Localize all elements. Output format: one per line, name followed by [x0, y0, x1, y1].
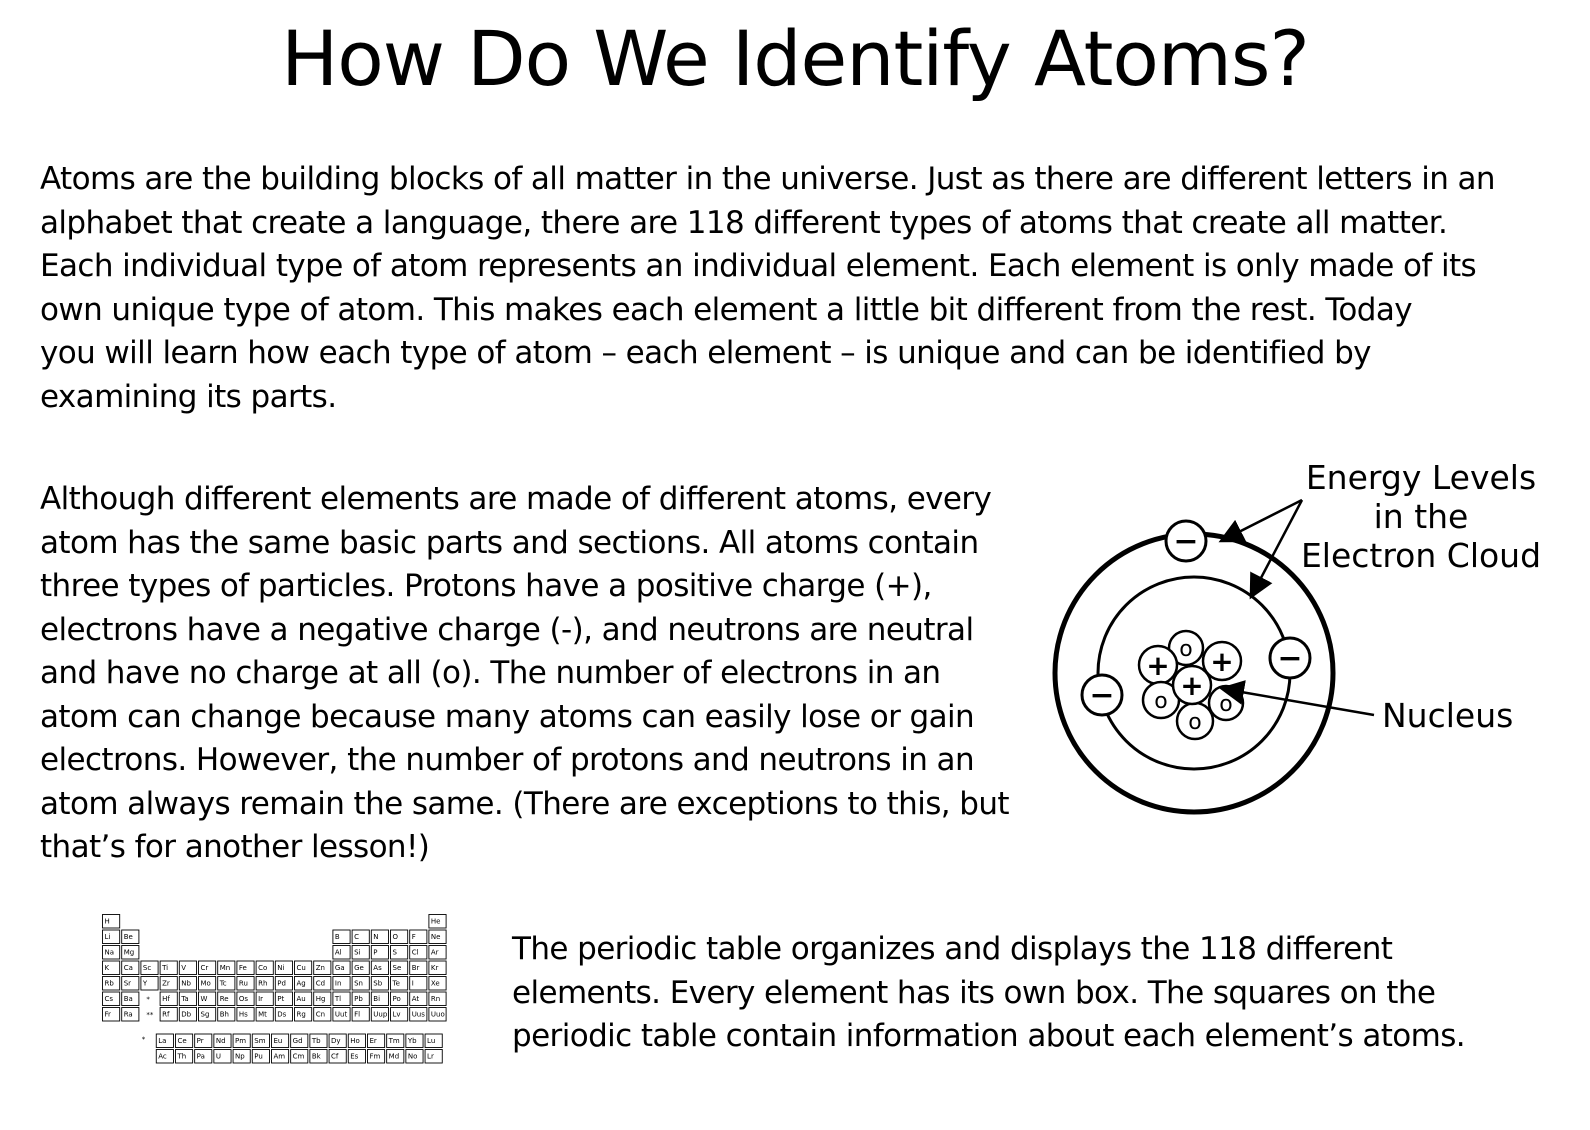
- element-cell: [122, 1008, 139, 1022]
- arrow-to-nucleus: [1224, 689, 1374, 715]
- element-symbol: Po: [392, 995, 401, 1003]
- element-symbol: Cu: [296, 964, 306, 972]
- element-symbol: Br: [411, 964, 420, 972]
- actinide-cell: [291, 1050, 308, 1064]
- element-symbol: At: [411, 995, 420, 1003]
- element-symbol: Fr: [104, 1010, 111, 1019]
- element-symbol: Hg: [315, 995, 326, 1003]
- svg-text:+: +: [1146, 649, 1170, 682]
- element-symbol: Ac: [158, 1052, 167, 1061]
- element-cell: [371, 946, 388, 960]
- element-symbol: Sb: [373, 979, 383, 988]
- element-symbol: Uut: [334, 1010, 348, 1019]
- element-cell: [410, 1008, 427, 1022]
- lanthanide-cell: [252, 1034, 269, 1048]
- element-symbol: Rg: [296, 1010, 306, 1019]
- element-cell: [391, 946, 408, 960]
- element-symbol: V: [181, 964, 187, 972]
- element-cell: [391, 1008, 408, 1022]
- lanthanide-cell: [425, 1034, 442, 1048]
- element-cell: [256, 1008, 273, 1022]
- lanthanide-cell: [195, 1034, 212, 1048]
- element-symbol: Rh: [258, 979, 268, 988]
- element-cell: [103, 915, 120, 929]
- element-cell: [371, 977, 388, 991]
- element-symbol: Be: [123, 933, 133, 941]
- element-cell: [295, 1008, 312, 1022]
- electron-particle: [1166, 521, 1206, 561]
- element-symbol: Sr: [123, 979, 132, 988]
- element-cell: [391, 992, 408, 1006]
- energy-levels-label: Energy Levels: [1305, 458, 1537, 497]
- actinide-cell: [252, 1050, 269, 1064]
- element-cell: [103, 977, 120, 991]
- actinide-cell: [214, 1050, 231, 1064]
- element-cell: [333, 930, 350, 944]
- intro-line: you will learn how each type of atom – each element – is unique and can be identified by: [40, 335, 1371, 371]
- element-symbol: Kr: [430, 964, 439, 972]
- svg-text:−: −: [1173, 524, 1199, 559]
- lanthanide-cell: [214, 1034, 231, 1048]
- atom-diagram: [1040, 445, 1590, 845]
- element-cell: [160, 992, 177, 1006]
- atom-parts-line: three types of particles. Protons have a positive charge (+),: [40, 568, 932, 604]
- intro-line: alphabet that create a language, there are 118 different types of atoms that create all matter.: [40, 204, 1448, 241]
- element-symbol: Sg: [200, 1010, 210, 1019]
- element-symbol: Bh: [219, 1010, 229, 1019]
- element-symbol: Pd: [277, 979, 286, 988]
- series-marker: **: [146, 1011, 154, 1019]
- element-symbol: Si: [354, 948, 361, 957]
- element-cell: [391, 961, 408, 975]
- element-cell: [218, 961, 235, 975]
- element-cell: [314, 961, 331, 975]
- lanthanide-cell: [387, 1034, 404, 1048]
- actinide-cell: [348, 1050, 365, 1064]
- actinide-cell: [329, 1050, 346, 1064]
- element-cell: [314, 977, 331, 991]
- element-symbol: Fe: [238, 964, 247, 972]
- lanthanide-cell: [271, 1034, 288, 1048]
- svg-text:o: o: [1154, 689, 1168, 714]
- element-symbol: Tl: [334, 995, 342, 1003]
- element-symbol: Cr: [200, 964, 209, 972]
- element-symbol: B: [334, 933, 340, 941]
- element-cell: [333, 977, 350, 991]
- element-symbol: Uuo: [430, 1010, 445, 1019]
- element-cell: [410, 946, 427, 960]
- atom-parts-line: Although different elements are made of different atoms, every: [40, 481, 992, 517]
- element-symbol: F: [411, 933, 416, 941]
- element-symbol: Ho: [350, 1037, 360, 1045]
- element-cell: [199, 1008, 216, 1022]
- element-symbol: I: [411, 979, 414, 988]
- lanthanide-cell: [367, 1034, 384, 1048]
- svg-text:o: o: [1179, 637, 1193, 662]
- element-cell: [199, 977, 216, 991]
- element-cell: [371, 1008, 388, 1022]
- element-symbol: Zn: [315, 964, 325, 972]
- element-cell: [410, 977, 427, 991]
- element-symbol: Ar: [430, 948, 439, 957]
- element-symbol: Mn: [219, 964, 231, 972]
- lanthanide-cell: [156, 1034, 173, 1048]
- element-cell: [371, 930, 388, 944]
- element-cell: [199, 961, 216, 975]
- element-symbol: Xe: [430, 979, 440, 988]
- element-cell: [256, 961, 273, 975]
- element-cell: [429, 992, 446, 1006]
- intro-line: examining its parts.: [40, 378, 337, 415]
- element-cell: [179, 961, 196, 975]
- element-symbol: Na: [104, 948, 115, 957]
- element-symbol: Rn: [430, 995, 441, 1003]
- element-cell: [295, 977, 312, 991]
- element-symbol: Al: [334, 948, 342, 957]
- element-symbol: Co: [258, 964, 268, 972]
- proton-particle: [1173, 666, 1211, 704]
- svg-text:o: o: [1219, 692, 1233, 717]
- element-cell: [352, 992, 369, 1006]
- element-cell: [218, 1008, 235, 1022]
- actinide-cell: [233, 1050, 250, 1064]
- actinide-cell: [195, 1050, 212, 1064]
- element-symbol: In: [334, 979, 342, 988]
- element-cell: [429, 977, 446, 991]
- element-symbol: Hf: [162, 995, 170, 1003]
- element-cell: [295, 961, 312, 975]
- electron-particle: [1270, 638, 1310, 678]
- element-cell: [199, 992, 216, 1006]
- element-symbol: Os: [238, 995, 249, 1003]
- element-symbol: No: [407, 1052, 418, 1061]
- element-symbol: Hs: [238, 1010, 248, 1019]
- lanthanide-cell: [291, 1034, 308, 1048]
- actinide-cell: [271, 1050, 288, 1064]
- element-symbol: Fl: [354, 1010, 361, 1019]
- element-cell: [122, 930, 139, 944]
- element-symbol: Cf: [331, 1052, 339, 1061]
- element-symbol: Ga: [334, 964, 345, 972]
- element-symbol: Cm: [292, 1052, 305, 1061]
- actinide-cell: [310, 1050, 327, 1064]
- element-cell: [275, 961, 292, 975]
- periodic-line: periodic table contain information about each element’s atoms.: [512, 1018, 1466, 1054]
- element-symbol: Lr: [427, 1052, 434, 1061]
- element-symbol: Fm: [369, 1052, 381, 1061]
- element-cell: [429, 930, 446, 944]
- element-symbol: Uus: [411, 1010, 425, 1019]
- element-symbol: Md: [388, 1052, 400, 1061]
- element-symbol: Re: [219, 995, 229, 1003]
- element-symbol: Nb: [181, 979, 191, 988]
- nucleus: [1139, 631, 1243, 739]
- element-cell: [314, 992, 331, 1006]
- element-symbol: Tc: [219, 979, 227, 988]
- periodic-line: elements. Every element has its own box. The squares on the: [512, 974, 1436, 1011]
- intro-line: own unique type of atom. This makes each element a little bit different from the rest. Today: [40, 291, 1412, 328]
- svg-text:+: +: [1180, 669, 1204, 702]
- element-symbol: Dy: [331, 1037, 341, 1045]
- element-symbol: He: [430, 917, 441, 926]
- element-symbol: Ti: [162, 964, 169, 972]
- electron-particle: [1082, 675, 1122, 715]
- element-cell: [179, 1008, 196, 1022]
- element-cell: [295, 992, 312, 1006]
- element-symbol: Cl: [411, 948, 419, 957]
- element-symbol: Ce: [177, 1037, 187, 1045]
- element-cell: [256, 992, 273, 1006]
- element-cell: [256, 977, 273, 991]
- element-symbol: Er: [369, 1037, 377, 1045]
- element-cell: [103, 1008, 120, 1022]
- element-symbol: Pb: [354, 995, 363, 1003]
- element-cell: [275, 1008, 292, 1022]
- element-symbol: Rb: [104, 979, 114, 988]
- element-symbol: Pu: [254, 1052, 263, 1061]
- element-symbol: U: [215, 1052, 221, 1061]
- lanthanide-cell: [310, 1034, 327, 1048]
- element-cell: [218, 977, 235, 991]
- element-cell: [352, 1008, 369, 1022]
- element-symbol: Ir: [258, 995, 264, 1003]
- element-symbol: Ru: [238, 979, 248, 988]
- element-cell: [103, 961, 120, 975]
- element-cell: [237, 1008, 254, 1022]
- svg-text:−: −: [1277, 641, 1303, 676]
- element-cell: [179, 977, 196, 991]
- lanthanide-marker: *: [141, 1035, 146, 1044]
- element-cell: [352, 961, 369, 975]
- element-cell: [333, 961, 350, 975]
- element-cell: [103, 992, 120, 1006]
- element-cell: [429, 1008, 446, 1022]
- element-symbol: Mo: [200, 979, 211, 988]
- element-cell: [429, 915, 446, 929]
- atom-parts-paragraph: [40, 478, 1075, 870]
- element-cell: [237, 961, 254, 975]
- element-symbol: Np: [235, 1052, 245, 1061]
- element-cell: [160, 961, 177, 975]
- svg-text:+: +: [1210, 645, 1234, 678]
- element-symbol: Ag: [296, 979, 306, 988]
- element-cell: [122, 961, 139, 975]
- element-cell: [237, 977, 254, 991]
- element-symbol: Pm: [235, 1037, 247, 1045]
- element-symbol: Au: [296, 995, 306, 1003]
- neutron-particle: [1177, 703, 1213, 739]
- element-cell: [371, 992, 388, 1006]
- element-cell: [391, 930, 408, 944]
- element-symbol: H: [104, 917, 110, 926]
- element-symbol: Nd: [215, 1037, 226, 1045]
- element-symbol: Am: [273, 1052, 286, 1061]
- element-symbol: N: [373, 933, 379, 941]
- element-symbol: Sc: [142, 964, 152, 972]
- intro-paragraph: [40, 158, 1575, 419]
- element-cell: [391, 977, 408, 991]
- element-cell: [371, 961, 388, 975]
- element-symbol: Ne: [430, 933, 441, 941]
- element-symbol: Sm: [254, 1037, 266, 1045]
- element-symbol: Ca: [123, 964, 133, 972]
- atom-parts-line: atom has the same basic parts and sections. All atoms contain: [40, 524, 979, 561]
- element-cell: [314, 1008, 331, 1022]
- element-symbol: Ni: [277, 964, 285, 972]
- atom-parts-line: atom always remain the same. (There are exceptions to this, but: [40, 785, 1009, 822]
- element-cell: [103, 930, 120, 944]
- svg-text:−: −: [1089, 678, 1115, 713]
- element-symbol: Cd: [315, 979, 326, 988]
- element-cell: [429, 946, 446, 960]
- energy-levels-label: Electron Cloud: [1300, 536, 1542, 575]
- series-marker: *: [146, 995, 150, 1004]
- lanthanide-cell: [233, 1034, 250, 1048]
- element-cell: [275, 992, 292, 1006]
- lanthanide-cell: [329, 1034, 346, 1048]
- intro-line: Atoms are the building blocks of all matter in the universe. Just as there are different letters in an: [40, 161, 1495, 197]
- element-symbol: Ra: [123, 1010, 133, 1019]
- element-symbol: Th: [177, 1052, 187, 1061]
- atom-parts-line: and have no charge at all (o). The number of electrons in an: [40, 655, 941, 691]
- element-symbol: Lu: [427, 1037, 436, 1045]
- actinide-cell: [387, 1050, 404, 1064]
- element-cell: [352, 946, 369, 960]
- actinide-cell: [175, 1050, 192, 1064]
- proton-particle: [1139, 646, 1177, 684]
- element-symbol: W: [200, 995, 208, 1003]
- periodic-table-paragraph: [512, 928, 1552, 1059]
- element-symbol: Yb: [407, 1037, 417, 1045]
- nucleus-label: Nucleus: [1382, 696, 1514, 735]
- element-symbol: Ds: [277, 1010, 287, 1019]
- element-symbol: As: [373, 964, 382, 972]
- svg-text:o: o: [1188, 710, 1202, 735]
- element-symbol: Rf: [162, 1010, 170, 1019]
- element-cell: [410, 961, 427, 975]
- page-title: How Do We Identify Atoms?: [281, 14, 1309, 103]
- intro-line: Each individual type of atom represents an individual element. Each element is only made of its: [40, 248, 1477, 284]
- element-cell: [122, 977, 139, 991]
- element-symbol: Pa: [196, 1052, 205, 1061]
- element-cell: [275, 977, 292, 991]
- element-cell: [179, 992, 196, 1006]
- element-symbol: Bk: [311, 1052, 321, 1061]
- actinide-cell: [406, 1050, 423, 1064]
- element-symbol: Zr: [162, 979, 170, 988]
- element-symbol: Pr: [196, 1037, 204, 1045]
- element-symbol: La: [158, 1037, 167, 1045]
- atom-parts-line: electrons have a negative charge (-), and neutrons are neutral: [40, 611, 974, 648]
- element-cell: [352, 977, 369, 991]
- element-symbol: Db: [181, 1010, 192, 1019]
- element-cell: [160, 1008, 177, 1022]
- atom-parts-line: electrons. However, the number of protons and neutrons in an: [40, 742, 974, 778]
- element-symbol: Mg: [123, 948, 135, 957]
- element-cell: [141, 961, 158, 975]
- element-symbol: Eu: [273, 1037, 283, 1045]
- atom-parts-line: that’s for another lesson!): [40, 829, 430, 865]
- energy-levels-label: in the: [1373, 497, 1469, 536]
- element-cell: [122, 992, 139, 1006]
- element-symbol: Ta: [181, 995, 189, 1003]
- element-cell: [410, 992, 427, 1006]
- element-symbol: Mt: [258, 1010, 267, 1019]
- element-cell: [333, 992, 350, 1006]
- element-cell: [237, 992, 254, 1006]
- element-symbol: Tm: [388, 1037, 400, 1045]
- element-symbol: P: [373, 948, 378, 957]
- element-cell: [333, 946, 350, 960]
- element-cell: [410, 930, 427, 944]
- element-symbol: Li: [104, 933, 111, 941]
- actinide-cell: [156, 1050, 173, 1064]
- element-symbol: Se: [392, 964, 402, 972]
- periodic-line: The periodic table organizes and displays the 118 different: [512, 931, 1393, 967]
- element-cell: [141, 977, 158, 991]
- element-symbol: Te: [392, 979, 400, 988]
- element-cell: [429, 961, 446, 975]
- element-symbol: Ba: [123, 995, 133, 1003]
- element-symbol: Tb: [311, 1037, 321, 1045]
- element-symbol: Cn: [315, 1010, 326, 1019]
- element-symbol: S: [392, 948, 397, 957]
- lanthanide-cell: [348, 1034, 365, 1048]
- element-symbol: Es: [350, 1052, 359, 1061]
- element-cell: [333, 1008, 350, 1022]
- actinide-cell: [367, 1050, 384, 1064]
- element-cell: [122, 946, 139, 960]
- element-symbol: Bi: [373, 995, 381, 1003]
- element-symbol: Gd: [292, 1037, 303, 1045]
- lanthanide-cell: [406, 1034, 423, 1048]
- element-cell: [352, 930, 369, 944]
- element-cell: [218, 992, 235, 1006]
- element-symbol: K: [104, 964, 110, 972]
- element-symbol: Ge: [354, 964, 364, 972]
- element-symbol: Pt: [277, 995, 285, 1003]
- element-symbol: Y: [142, 979, 148, 988]
- periodic-table: [100, 912, 460, 1102]
- arrow-to-inner-level: [1252, 500, 1302, 595]
- element-symbol: O: [392, 933, 399, 941]
- element-symbol: Sn: [354, 979, 363, 988]
- element-symbol: Uup: [373, 1010, 388, 1019]
- lanthanide-cell: [175, 1034, 192, 1048]
- atom-parts-line: atom can change because many atoms can easily lose or gain: [40, 698, 975, 735]
- element-symbol: Cs: [104, 995, 114, 1003]
- element-cell: [103, 946, 120, 960]
- element-symbol: C: [354, 933, 359, 941]
- actinide-cell: [425, 1050, 442, 1064]
- element-cell: [160, 977, 177, 991]
- element-symbol: Lv: [392, 1010, 401, 1019]
